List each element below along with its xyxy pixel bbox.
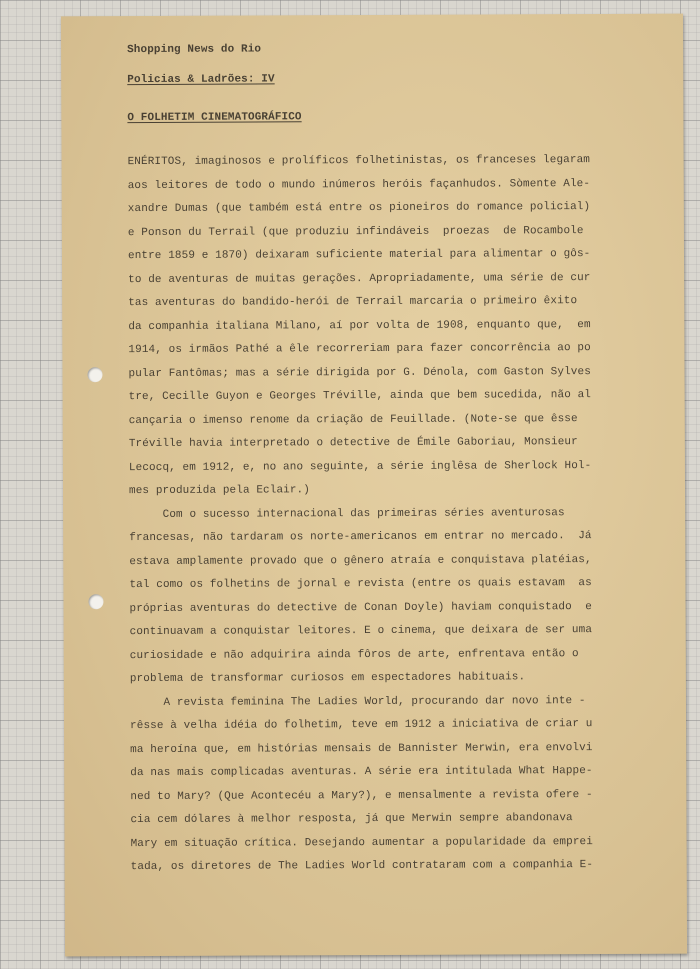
punch-hole (87, 367, 102, 382)
text-line: Mary em situação crítica. Desejando aumentar a popularidade da emprei (130, 835, 593, 850)
text-line: e Ponson du Terrail (que produziu infindáveis proezas de Rocambole (127, 224, 584, 239)
text-line: rêsse à velha idéia do folhetim, teve em 1912 a iniciativa de criar u (130, 718, 593, 733)
text-line: tal como os folhetins de jornal e revista (entre os quais estavam as (129, 577, 592, 592)
text-line: ma heroína que, em histórias mensais de Bannister Merwin, era envolvi (130, 741, 593, 756)
article-title: O FOLHETIM CINEMATOGRÁFICO (127, 111, 302, 125)
text-line: A revista feminina The Ladies World, procurando dar novo inte - (129, 694, 586, 709)
section-title: Policias & Ladrões: IV (127, 73, 275, 87)
text-line: estava amplamente provado que o gênero atraía e conquistava platéias, (129, 553, 592, 568)
text-line: Com o sucesso internacional das primeiras séries aventurosas (129, 506, 565, 521)
text-line: ned to Mary? (Que Acontecéu a Mary?), e mensalmente a revista ofere - (130, 788, 593, 803)
text-line: da nas mais complicadas aventuras. A série era intitulada What Happe- (130, 765, 593, 780)
text-line: ENÉRITOS, imaginosos e prolíficos folhetinistas, os franceses legaram (127, 154, 590, 169)
text-line: problema de transformar curiosos em espectadores habituais. (129, 671, 526, 686)
text-line: continuavam a conquistar leitores. E o cinema, que deixara de ser uma (129, 624, 593, 639)
text-line: tada, os diretores de The Ladies World contrataram com a companhia E- (130, 859, 594, 874)
text-line: entre 1859 e 1870) deixaram suficiente material para alimentar o gôs- (127, 248, 591, 263)
text-line: to de aventuras de muitas gerações. Apropriadamente, uma série de cur (128, 271, 591, 286)
text-line: cançaria o imenso renome da criação de Feuillade. (Note-se que êsse (128, 412, 578, 427)
text-line: curiosidade e não adquirira ainda fôros de arte, enfrentava então o (129, 647, 579, 662)
publication-name: Shopping News do Rio (127, 43, 262, 57)
article-body (128, 154, 671, 946)
text-line: cia cem dólares à melhor resposta, já que Merwin sempre abandonava (130, 812, 573, 827)
text-line: Tréville havia interpretado o detective de Émile Gaboriau, Monsieur (128, 436, 578, 451)
text-line: tre, Cecille Guyon e Georges Tréville, ainda que bem sucedida, não al (128, 389, 592, 404)
text-line: da companhia italiana Milano, aí por volta de 1908, enquanto que, em (128, 318, 591, 333)
text-line: mes produzida pela Eclair.) (128, 484, 310, 498)
text-line: pular Fantômas; mas a série dirigida por G. Dénola, com Gaston Sylves (128, 365, 591, 380)
text-line: 1914, os irmãos Pathé a êle recorreriam para fazer concorrência ao po (128, 342, 591, 357)
text-line: próprias aventuras do detective de Conan Doyle) haviam conquistado e (129, 600, 592, 615)
text-line: Lecocq, em 1912, e, no ano seguinte, a série inglêsa de Sherlock Hol- (128, 459, 592, 474)
text-line: tas aventuras do bandido-herói de Terrail marcaria o primeiro êxito (128, 295, 578, 310)
paper-sheet (61, 14, 687, 957)
text-line: francesas, não tardaram os norte-americanos em entrar no mercado. Já (129, 530, 592, 545)
text-line: aos leitores de todo o mundo inúmeros heróis façanhudos. Sòmente Ale- (127, 177, 591, 192)
text-line: xandre Dumas (que também está entre os pioneiros do romance policial) (127, 201, 591, 216)
punch-hole (88, 594, 103, 609)
